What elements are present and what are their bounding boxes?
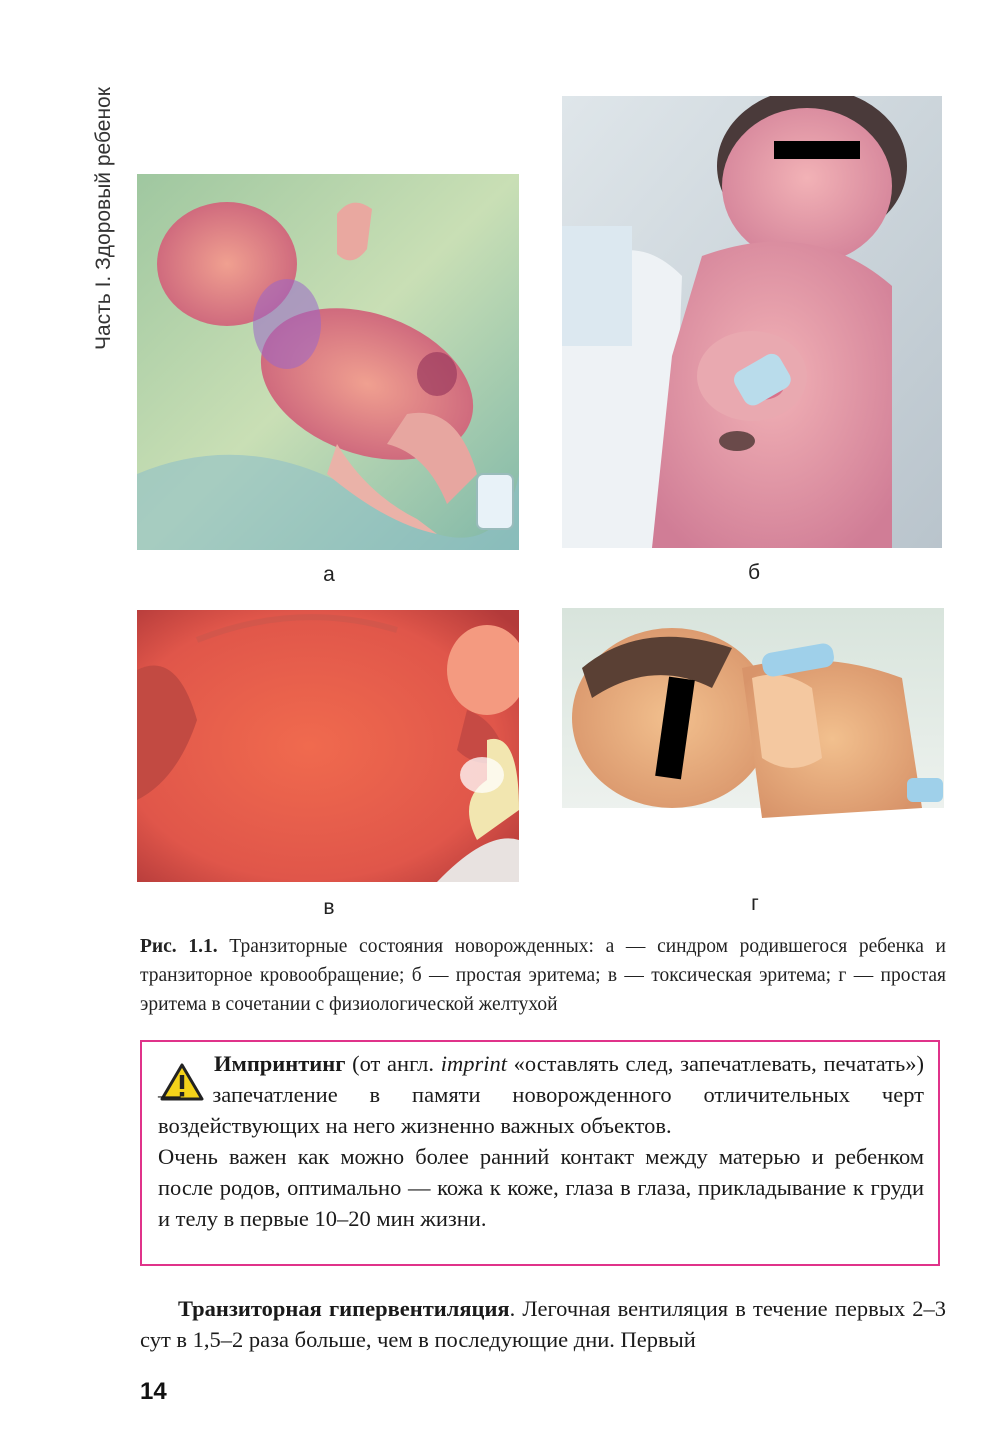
body-text: . Легочная вентиляция в течение первых 2–3 сут в 1,5–2 раза больше, чем в последующие дни. Первый bbox=[140, 1296, 946, 1352]
callout-text-part: «оставлять след, запечатлевать, печатать») — запечатление в памяти новорожденного отличительных черт воздействующих на него жизненно важных объектов. bbox=[158, 1051, 925, 1138]
figure-caption bbox=[140, 932, 946, 1019]
imprinting-callout-box bbox=[140, 1040, 940, 1266]
callout-term: Импринтинг bbox=[214, 1051, 346, 1076]
figure-caption-text: Транзиторные состояния новорожденных: а — синдром родившегося ребенка и транзиторное кровообращение; б — простая эритема; в — токсическая эритема; г — простая эритема в сочетании с физиологической желтухой bbox=[140, 936, 946, 1015]
figure-photo-c bbox=[137, 610, 519, 882]
panel-label-b: б bbox=[747, 561, 761, 584]
page-number: 14 bbox=[140, 1378, 167, 1405]
figure-photo-d bbox=[562, 608, 944, 876]
running-header bbox=[88, 87, 118, 392]
figure-number: Рис. 1.1. bbox=[140, 936, 218, 957]
callout-text-part: (от англ. bbox=[345, 1051, 441, 1076]
figure-photo-b bbox=[562, 96, 942, 548]
panel-label-a: а bbox=[323, 563, 335, 586]
panel-label-d: г bbox=[751, 892, 759, 915]
running-header-text: Часть I. Здоровый ребенок bbox=[92, 87, 115, 350]
callout-text bbox=[158, 1048, 924, 1234]
callout-paragraph-2: Очень важен как можно более ранний контакт между матерью и ребенком после родов, оптимально — кожа к коже, глаза в глаза, прикладывание к груди и телу в первые 10–20 мин жизни. bbox=[158, 1144, 924, 1231]
body-paragraph bbox=[140, 1293, 946, 1355]
callout-definition bbox=[158, 1048, 924, 1141]
callout-foreign-word: imprint bbox=[440, 1051, 507, 1076]
section-term: Транзиторная гипервентиляция bbox=[178, 1296, 510, 1321]
figure-photo-a bbox=[137, 174, 519, 550]
panel-label-c: в bbox=[323, 896, 335, 919]
